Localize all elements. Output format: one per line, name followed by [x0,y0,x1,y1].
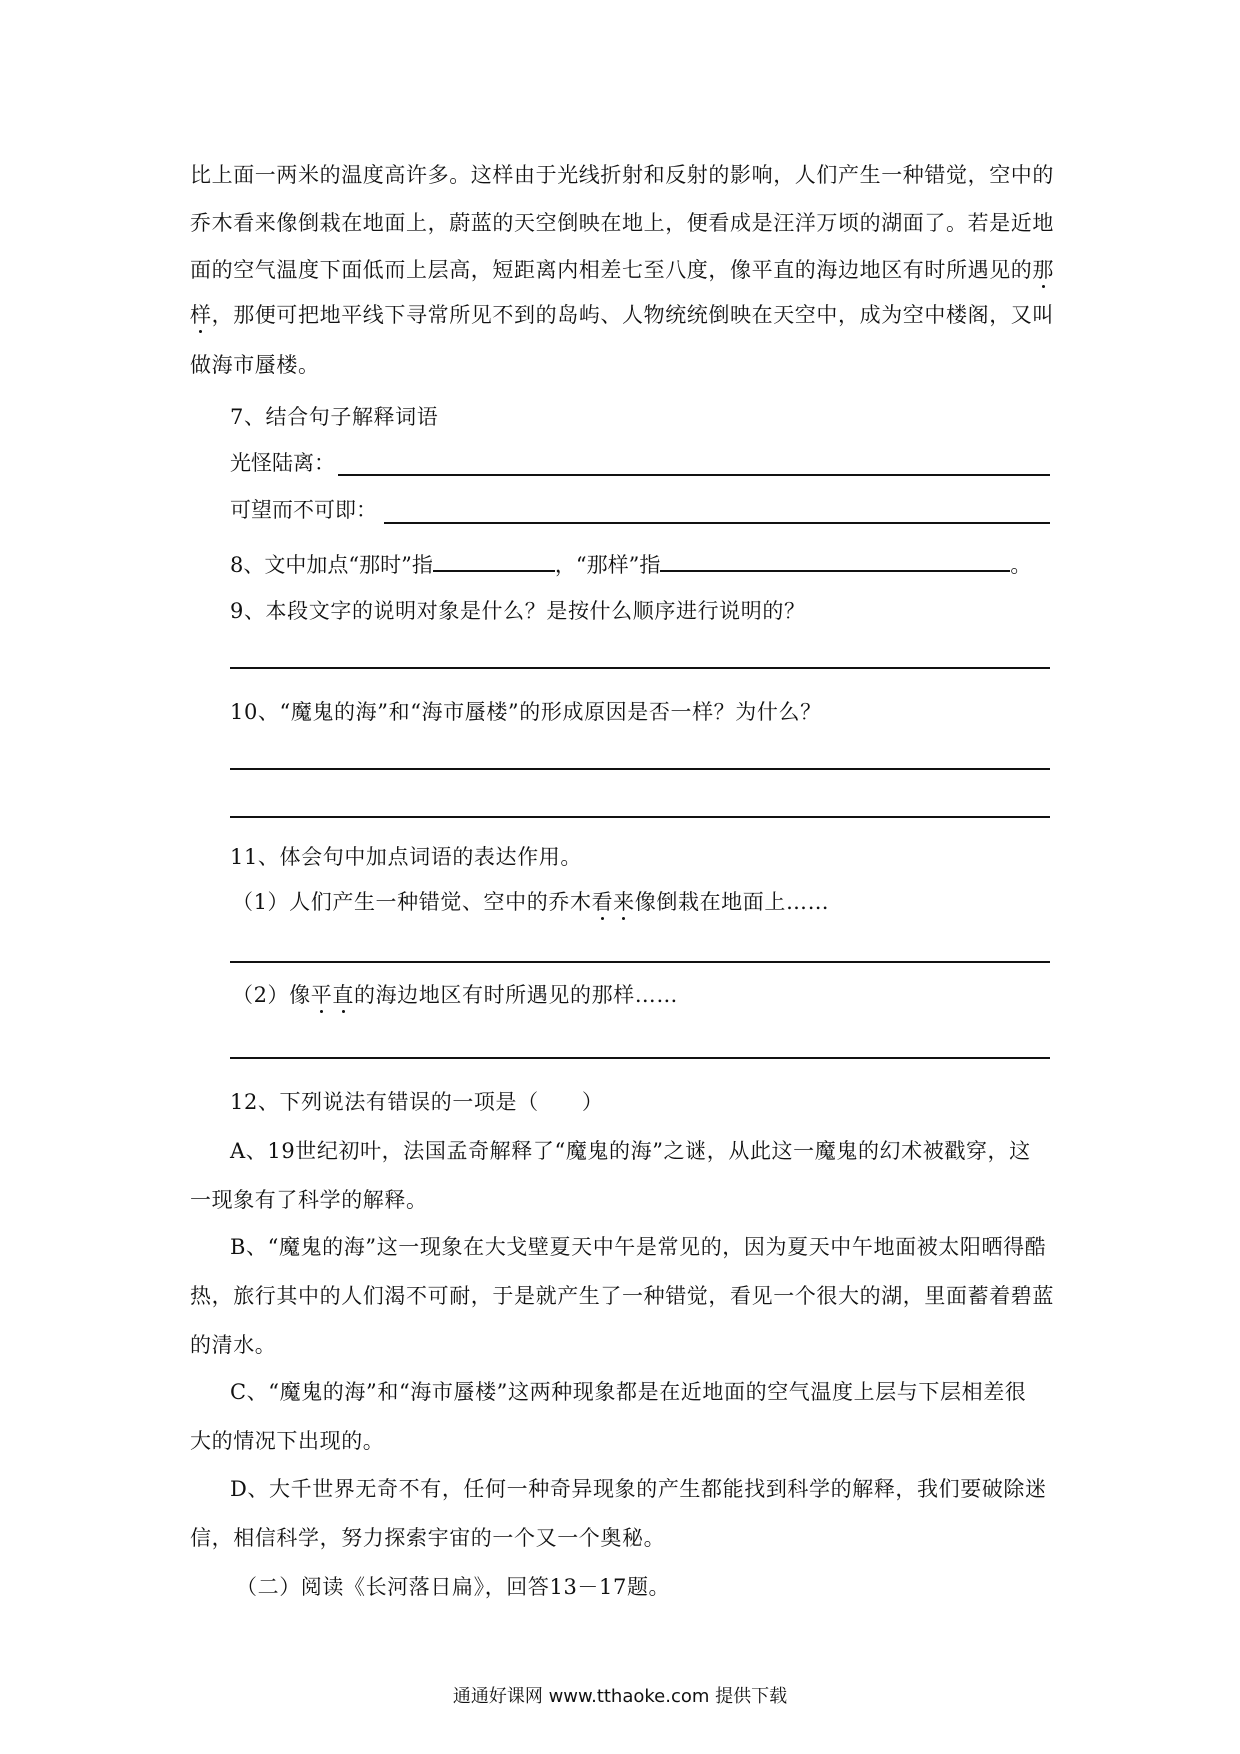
question-11-sentence-1: （1）人们产生一种错觉、空中的乔木看来像倒栽在地面上…… [232,890,830,914]
option-c-line-2: 大的情况下出现的。 [190,1429,385,1453]
option-c-line-1: C、“魔鬼的海”和“海市蜃楼”这两种现象都是在近地面的空气温度上层与下层相差很 [230,1380,1027,1404]
question-10: 10、“魔鬼的海”和“海市蜃楼”的形成原因是否一样？为什么？ [230,700,822,724]
passage-line-3: 面的空气温度下面低而上层高，短距离内相差七至八度，像平直的海边地区有时所遇见的那 [190,258,1055,282]
page-footer: 通通好课网 www.tthaoke.com 提供下载 [452,1686,788,1707]
answer-line-7b[interactable] [384,522,1050,524]
section-2-heading: （二）阅读《长河落日扁》，回答13－17题。 [236,1575,671,1599]
question-12-title: 12、下列说法有错误的一项是（ ） [230,1090,604,1114]
answer-line-9[interactable] [230,667,1050,669]
answer-blank-8a[interactable] [433,548,555,572]
passage-line-2: 乔木看来像倒栽在地面上，蔚蓝的天空倒映在地上，便看成是汪洋万顷的湖面了。若是近地 [190,211,1054,235]
emphasis-char: 平 [310,983,333,1007]
question-7-a-label: 光怪陆离： [230,451,335,475]
answer-line-10a[interactable] [230,768,1050,770]
emphasis-char: 来 [613,890,635,914]
question-8: 8、文中加点“那时”指 ，“那样”指 。 [230,548,1031,580]
passage-line-4: 样，那便可把地平线下寻常所见不到的岛屿、人物统统倒映在天空中，成为空中楼阁，又叫 [190,303,1055,327]
answer-line-11-1[interactable] [230,961,1050,963]
answer-line-10b[interactable] [230,816,1050,818]
question-11-sentence-2: （2）像平直的海边地区有时所遇见的那样…… [232,983,678,1007]
answer-blank-8b[interactable] [660,548,1010,572]
option-d-line-2: 信，相信科学，努力探索宇宙的一个又一个奥秘。 [190,1526,666,1550]
option-a-line-2: 一现象有了科学的解释。 [190,1188,428,1212]
emphasis-char: 样 [190,303,212,327]
question-7-title: 7、结合句子解释词语 [230,405,439,429]
answer-line-11-2[interactable] [230,1057,1050,1059]
option-b-line-2: 热，旅行其中的人们渴不可耐，于是就产生了一种错觉，看见一个很大的湖，里面蓄着碧蓝 [190,1284,1054,1308]
emphasis-char: 直 [332,983,354,1007]
passage-line-5: 做海市蜃楼。 [190,353,320,377]
option-d-line-1: D、大千世界无奇不有，任何一种奇异现象的产生都能找到科学的解释，我们要破除迷 [230,1477,1047,1501]
option-b-line-1: B、“魔鬼的海”这一现象在大戈壁夏天中午是常见的，因为夏天中午地面被太阳晒得酷 [230,1235,1047,1259]
passage-line-1: 比上面一两米的温度高许多。这样由于光线折射和反射的影响，人们产生一种错觉，空中的 [190,163,1054,187]
question-7-b-label: 可望而不可即： [230,498,377,522]
answer-line-7a[interactable] [338,474,1050,476]
option-a-line-1: A、19世纪初叶，法国孟奇解释了“魔鬼的海”之谜，从此这一魔鬼的幻术被戳穿，这 [230,1139,1031,1163]
question-9: 9、本段文字的说明对象是什么？是按什么顺序进行说明的？ [230,599,806,623]
option-b-line-3: 的清水。 [190,1333,277,1357]
emphasis-char: 那 [1032,258,1055,282]
emphasis-char: 看 [591,890,614,914]
question-11-title: 11、体会句中加点词语的表达作用。 [230,845,582,869]
